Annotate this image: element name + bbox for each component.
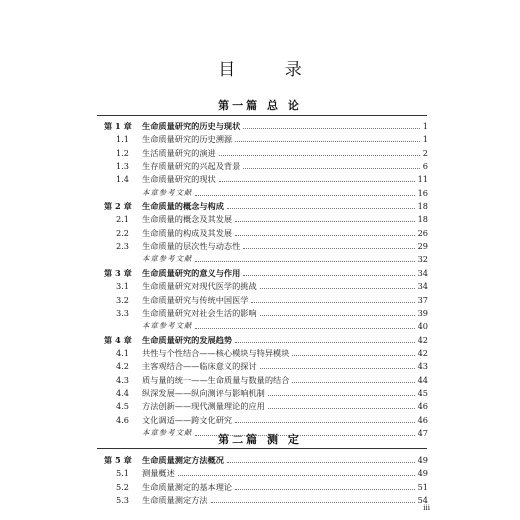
toc-section-row[interactable] <box>0 307 520 319</box>
toc-page-number: 2 <box>422 148 428 158</box>
toc-leader-dots <box>268 395 415 396</box>
toc-section-row[interactable] <box>0 360 520 372</box>
toc-chapter-row[interactable] <box>0 120 520 132</box>
toc-section-row[interactable] <box>0 280 520 292</box>
toc-section-row[interactable] <box>0 173 520 185</box>
toc-entry-title: 生命质量研究的发展趋势 <box>142 335 233 345</box>
toc-reference-row[interactable] <box>0 187 520 199</box>
toc-leader-dots <box>268 408 415 409</box>
toc-entry-title: 方法创新——现代测量理论的应用 <box>142 401 265 411</box>
toc-page-number: 18 <box>417 201 428 211</box>
toc-entry-number: 4.4 <box>116 388 130 398</box>
toc-section-row[interactable] <box>0 160 520 172</box>
toc-section-row[interactable] <box>0 294 520 306</box>
toc-page-number: 37 <box>417 295 428 305</box>
toc-leader-dots <box>235 141 420 142</box>
toc-section-row[interactable] <box>0 147 520 159</box>
toc-page-number: 46 <box>417 401 428 411</box>
toc-leader-dots <box>195 195 415 196</box>
toc-section-row[interactable] <box>0 400 520 412</box>
toc-entry-number: 3.2 <box>116 295 130 305</box>
toc-page-number: 46 <box>417 415 428 425</box>
toc-leader-dots <box>243 248 415 249</box>
toc-entry-number: 第 1 章 <box>104 121 132 131</box>
toc-chapter-row[interactable] <box>0 454 520 466</box>
toc-entry-title: 共性与个性结合——核心模块与特异模块 <box>142 348 290 358</box>
toc-leader-dots <box>243 128 420 129</box>
toc-page-number: 49 <box>417 455 428 465</box>
toc-page-number: 40 <box>417 321 428 331</box>
toc-page-number: 11 <box>417 174 428 184</box>
toc-reference-row[interactable] <box>0 320 520 332</box>
part-heading-1: 第一篇 总 论 <box>218 99 302 112</box>
toc-entry-title: 生命质量测定方法概况 <box>142 455 224 465</box>
part-divider-1 <box>97 115 427 116</box>
toc-entry-number: 4.1 <box>116 348 130 358</box>
toc-leader-dots <box>211 502 415 503</box>
toc-leader-dots <box>292 382 415 383</box>
toc-entry-title: 本章参考文献 <box>142 428 193 437</box>
toc-reference-row[interactable] <box>0 253 520 265</box>
toc-leader-dots <box>260 315 415 316</box>
toc-page-number: 42 <box>417 335 428 345</box>
toc-leader-dots <box>235 422 415 423</box>
part-heading-2: 第二篇 测 定 <box>218 433 302 446</box>
toc-entry-title: 生命质量测定方法 <box>142 495 208 505</box>
toc-entry-title: 生命质量测定的基本理论 <box>142 482 233 492</box>
toc-entry-number: 4.2 <box>116 361 130 371</box>
toc-entry-title: 生命质量研究的现状 <box>142 174 216 184</box>
toc-page-number: 43 <box>417 361 428 371</box>
toc-leader-dots <box>243 168 420 169</box>
toc-entry-number: 2.3 <box>116 241 130 251</box>
toc-page-number: 16 <box>417 188 428 198</box>
toc-section-row[interactable] <box>0 467 520 479</box>
toc-entry-title: 生活质量研究的演进 <box>142 148 216 158</box>
toc-entry-number: 4.6 <box>116 415 130 425</box>
toc-chapter-row[interactable] <box>0 334 520 346</box>
toc-page-number: 44 <box>417 375 428 385</box>
toc-entry-title: 文化调适——跨文化研究 <box>142 415 233 425</box>
toc-page-number: 6 <box>422 161 428 171</box>
toc-entry-number: 第 4 章 <box>104 335 132 345</box>
toc-leader-dots <box>235 342 415 343</box>
toc-leader-dots <box>195 328 415 329</box>
toc-section-row[interactable] <box>0 347 520 359</box>
toc-page-number: 34 <box>417 268 428 278</box>
toc-section-row[interactable] <box>0 374 520 386</box>
toc-leader-dots <box>195 261 415 262</box>
toc-entry-title: 生命质量的构成及其发展 <box>142 228 233 238</box>
toc-page-number: 49 <box>417 468 428 478</box>
toc-entry-title: 生命质量的层次性与动态性 <box>142 241 241 251</box>
toc-section-row[interactable] <box>0 240 520 252</box>
toc-section-row[interactable] <box>0 227 520 239</box>
toc-entry-title: 质与量的统一——生命质量与数量的结合 <box>142 375 290 385</box>
toc-leader-dots <box>235 489 415 490</box>
toc-section-row[interactable] <box>0 481 520 493</box>
toc-page-number: 39 <box>417 308 428 318</box>
toc-chapter-row[interactable] <box>0 200 520 212</box>
toc-page-number: 47 <box>417 428 428 438</box>
toc-leader-dots <box>292 355 415 356</box>
toc-entry-title: 测量概述 <box>142 468 175 478</box>
toc-section-row[interactable] <box>0 133 520 145</box>
toc-entry-title: 生命质量研究的历史与现状 <box>142 121 241 131</box>
toc-page-number: 18 <box>417 214 428 224</box>
toc-leader-dots <box>243 275 415 276</box>
part-divider-2 <box>97 448 427 449</box>
toc-leader-dots <box>178 475 415 476</box>
toc-leader-dots <box>227 208 415 209</box>
toc-leader-dots <box>235 221 415 222</box>
toc-entry-number: 4.5 <box>116 401 130 411</box>
toc-page-number: 29 <box>417 241 428 251</box>
toc-entry-number: 4.3 <box>116 375 130 385</box>
page-number: iii <box>423 504 430 512</box>
toc-chapter-row[interactable] <box>0 267 520 279</box>
toc-leader-dots <box>260 368 415 369</box>
page-title: 目 录 <box>218 60 324 80</box>
toc-entry-title: 生命质量研究的意义与作用 <box>142 268 241 278</box>
toc-entry-number: 1.1 <box>116 134 130 144</box>
toc-page-number: 32 <box>417 254 428 264</box>
toc-leader-dots <box>260 288 415 289</box>
toc-page-number: 26 <box>417 228 428 238</box>
toc-entry-title: 生存质量研究的兴起及背景 <box>142 161 241 171</box>
toc-page-number: 34 <box>417 281 428 291</box>
toc-entry-title: 生命质量研究与传统中国医学 <box>142 295 249 305</box>
toc-entry-number: 5.1 <box>116 468 130 478</box>
toc-entry-title: 本章参考文献 <box>142 321 193 330</box>
toc-entry-number: 5.2 <box>116 482 130 492</box>
toc-entry-number: 第 3 章 <box>104 268 132 278</box>
toc-entry-title: 生命质量的概念与构成 <box>142 201 224 211</box>
toc-entry-number: 3.1 <box>116 281 130 291</box>
toc-entry-title: 主客观结合——临床意义的探讨 <box>142 361 257 371</box>
toc-leader-dots <box>219 181 415 182</box>
toc-leader-dots <box>219 155 420 156</box>
toc-entry-title: 本章参考文献 <box>142 188 193 197</box>
toc-entry-number: 2.1 <box>116 214 130 224</box>
toc-entry-title: 生命质量研究的历史溯源 <box>142 134 233 144</box>
toc-entry-number: 5.3 <box>116 495 130 505</box>
toc-entry-number: 第 2 章 <box>104 201 132 211</box>
toc-page-number: 51 <box>417 482 428 492</box>
toc-leader-dots <box>227 462 415 463</box>
toc-section-row[interactable] <box>0 387 520 399</box>
toc-entry-title: 纵深发展——纵向测评与影响机制 <box>142 388 265 398</box>
toc-page-number: 45 <box>417 388 428 398</box>
toc-entry-number: 1.2 <box>116 148 130 158</box>
toc-leader-dots <box>235 235 415 236</box>
toc-entry-title: 本章参考文献 <box>142 254 193 263</box>
toc-entry-number: 1.4 <box>116 174 130 184</box>
toc-page-number: 54 <box>417 495 428 505</box>
toc-entry-title: 生命质量的概念及其发展 <box>142 214 233 224</box>
toc-leader-dots <box>195 435 415 436</box>
toc-leader-dots <box>251 302 415 303</box>
toc-entry-title: 生命质量研究对社会生活的影响 <box>142 308 257 318</box>
toc-page-number: 42 <box>417 348 428 358</box>
toc-entry-number: 3.3 <box>116 308 130 318</box>
toc-entry-title: 生命质量研究对现代医学的挑战 <box>142 281 257 291</box>
toc-section-row[interactable] <box>0 213 520 225</box>
toc-section-row[interactable] <box>0 494 520 506</box>
toc-page-number: 1 <box>422 121 428 131</box>
toc-reference-row[interactable] <box>0 427 520 439</box>
toc-section-row[interactable] <box>0 414 520 426</box>
toc-entry-number: 2.2 <box>116 228 130 238</box>
toc-entry-number: 1.3 <box>116 161 130 171</box>
toc-page-number: 1 <box>422 134 428 144</box>
toc-entry-number: 第 5 章 <box>104 455 132 465</box>
